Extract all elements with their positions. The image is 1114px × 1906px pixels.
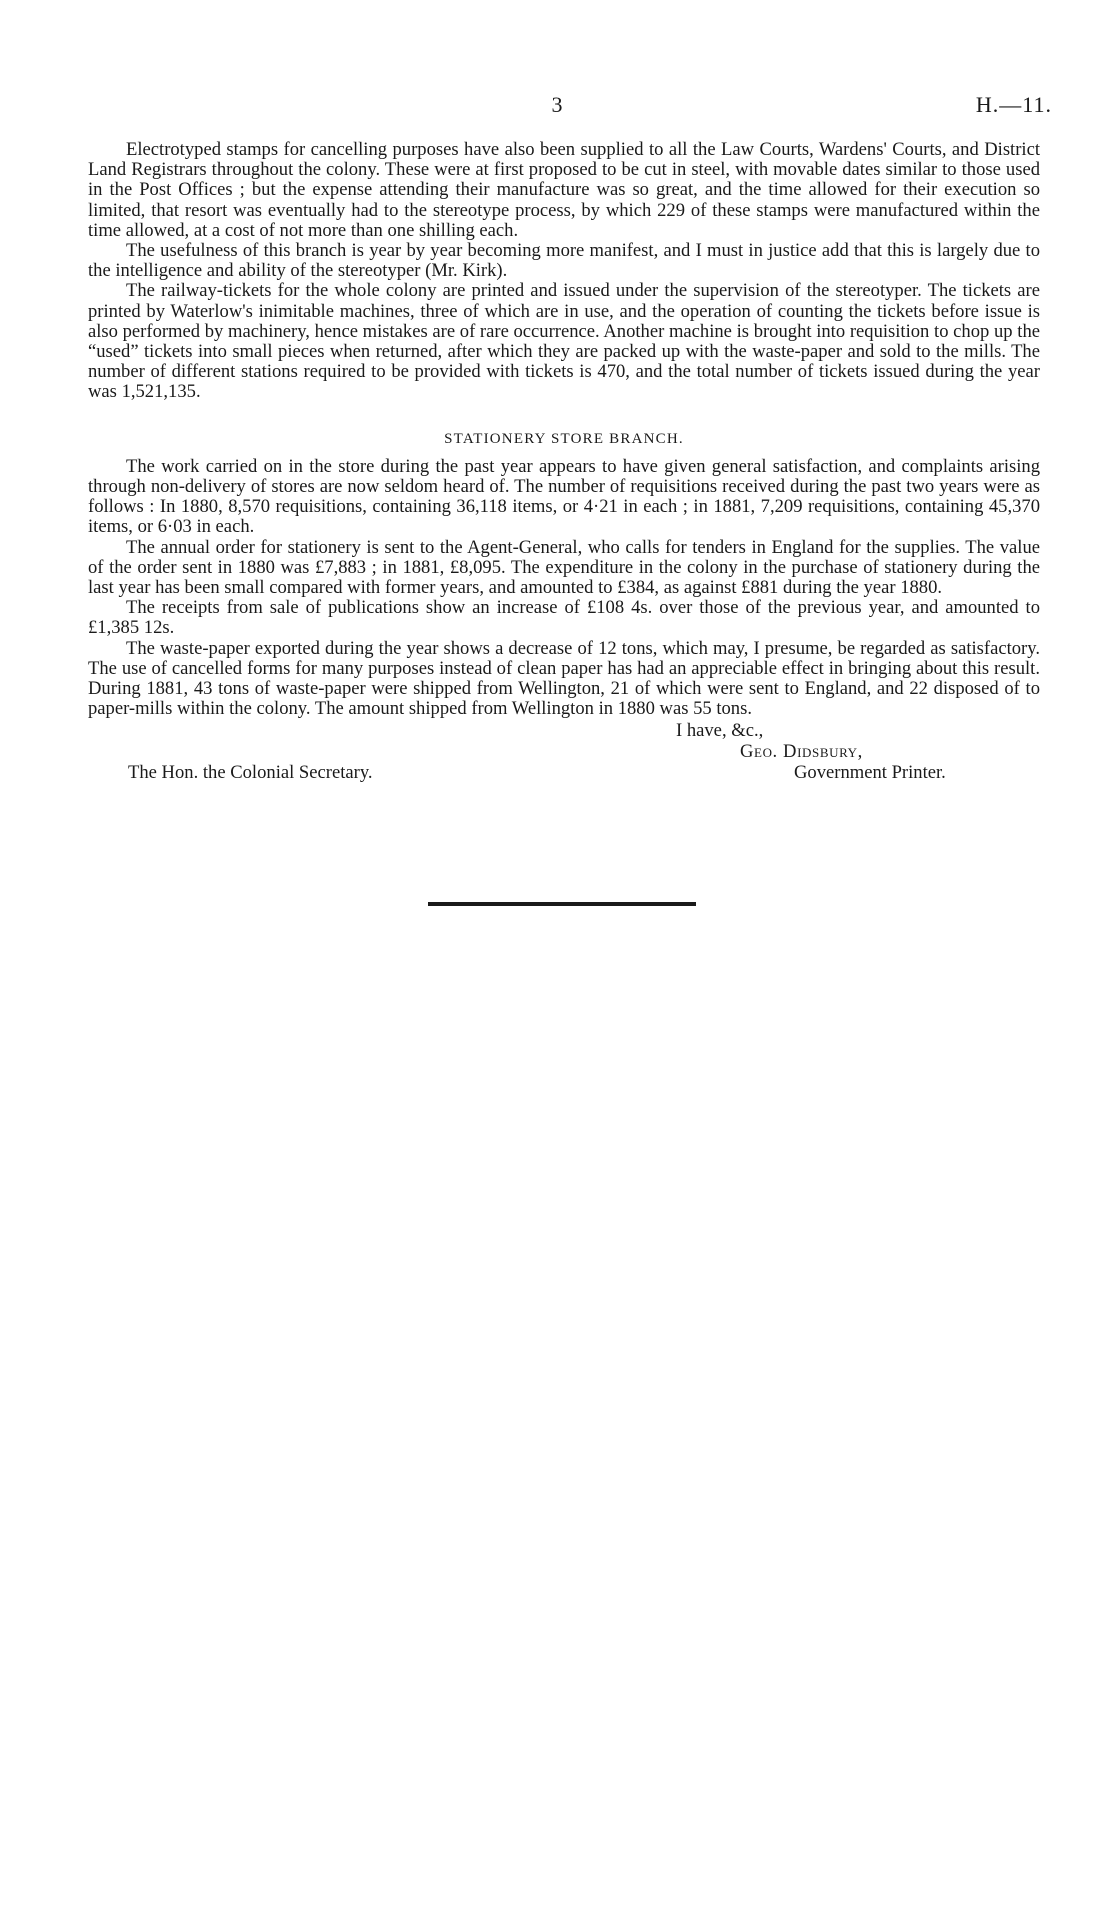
paragraph-store-work: The work carried on in the store during the past year appears to have given general satisfaction, and complaints arising through non-delivery of stores are now seldom heard of. The number of requisitions received during the past two years were as follows : In 1880, 8,570 requisitions, containing 36,118 items, or 4·21 in each ; in 1881, 7,209 requisitions, containing 45,370 items, or 6·03 in each.	[88, 455, 1040, 538]
signatory-title: Government Printer.	[794, 762, 946, 784]
paragraph-publication-receipts: The receipts from sale of publications show an increase of £108 4s. over those of the previous year, and amounted to £1,385 12s.	[88, 597, 1040, 639]
paragraph-electrotyped-stamps: Electrotyped stamps for cancelling purposes have also been supplied to all the Law Courts, Wardens' Courts, and District Land Registrars throughout the colony. These were at first proposed to be cut in steel, with movable dates similar to those used in the Post Offices ; but the expense attending their manufacture was so great, and the time allowed for their execution so limited, that resort was eventually had to the stereotype process, by which 229 of these stamps were manufactured within the time allowed, at a cost of not more than one shilling each.	[88, 139, 1040, 241]
closing-salutation: I have, &c.,	[676, 720, 764, 742]
paper-reference: H.—11.	[975, 92, 1052, 117]
page-number: 3	[551, 92, 563, 117]
addressee: The Hon. the Colonial Secretary.	[128, 762, 373, 784]
report-body	[88, 140, 1040, 787]
section-heading-stationery-store: STATIONERY STORE BRANCH.	[444, 430, 684, 447]
end-rule	[428, 902, 696, 906]
paragraph-waste-paper: The waste-paper exported during the year shows a decrease of 12 tons, which may, I presume, be regarded as satisfactory. The use of cancelled forms for many purposes instead of clean paper has had an appreciable effect in bringing about this result. During 1881, 43 tons of waste-paper were shipped from Wellington, 21 of which were sent to England, and 22 disposed of to paper-mills within the colony. The amount shipped from Wellington in 1880 was 55 tons.	[88, 637, 1040, 720]
paragraph-railway-tickets: The railway-tickets for the whole colony are printed and issued under the supervision of the stereotyper. The tickets are printed by Waterlow's inimitable machines, three of which are in use, and the operation of counting the tickets before issue is also performed by machinery, hence mistakes are of rare occurrence. Another machine is brought into requisition to chop up the “used” tickets into small pieces when returned, after which they are packed up with the waste-paper and sold to the mills. The number of different stations required to be provided with tickets is 470, and the total number of tickets issued during the year was 1,521,135.	[88, 280, 1040, 403]
paragraph-branch-usefulness: The usefulness of this branch is year by year becoming more manifest, and I must in justice add that this is largely due to the intelligence and ability of the stereotyper (Mr. Kirk).	[88, 240, 1040, 282]
letter-closing	[88, 721, 1040, 787]
paragraph-annual-order: The annual order for stationery is sent to the Agent-General, who calls for tenders in England for the supplies. The value of the order sent in 1880 was £7,883 ; in 1881, £8,095. The expenditure in the colony in the purchase of stationery during the last year has been small compared with former years, and amounted to £384, as against £881 during the year 1880.	[88, 536, 1040, 599]
signatory-name: Geo. Didsbury,	[740, 741, 863, 763]
